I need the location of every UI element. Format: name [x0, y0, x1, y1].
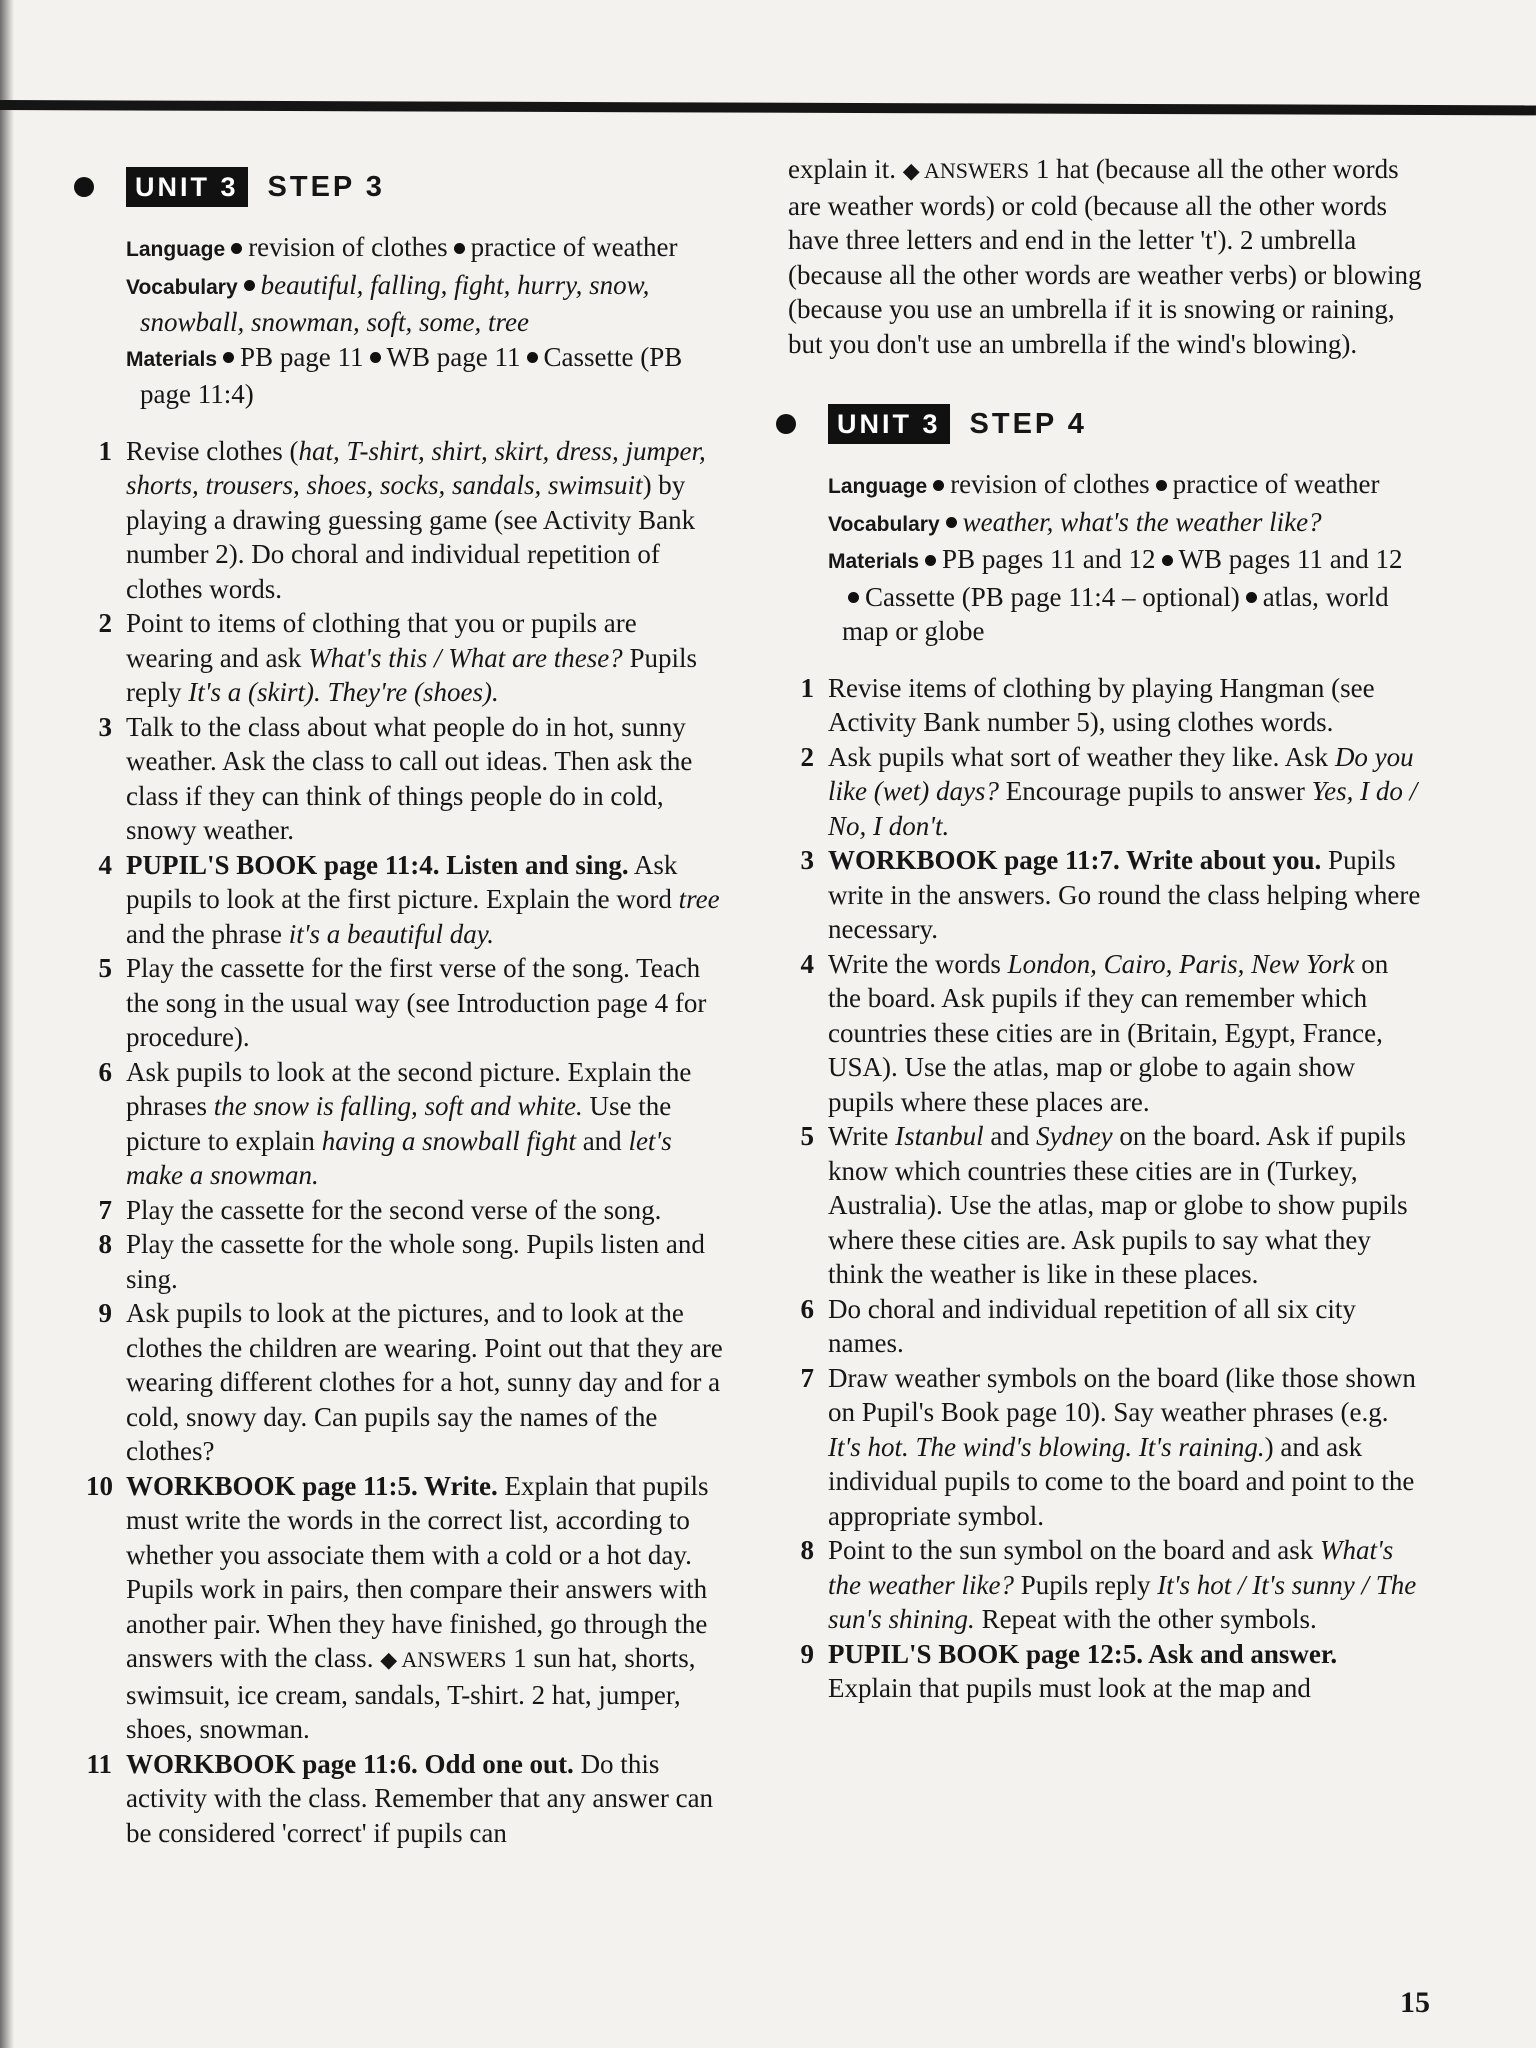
continued-paragraph	[788, 152, 1423, 361]
language-label: Language	[828, 475, 928, 498]
item-text: It's hot. The wind's blowing. It's raining.	[828, 1431, 1265, 1462]
item-heading: WORKBOOK page 11:5. Write.	[126, 1470, 498, 1501]
item-text: having a snowball fight	[321, 1125, 576, 1156]
list-item	[86, 434, 726, 607]
list-item	[86, 710, 726, 848]
item-text: it's a beautiful day.	[288, 918, 494, 949]
procedure-list	[86, 434, 726, 1851]
bullet-icon	[848, 592, 859, 603]
item-text: and	[983, 1121, 1037, 1151]
item-text: Play the cassette for the first verse of the song. Teach the song in the usual way (see Introduction page 4 for procedure).	[126, 953, 707, 1052]
item-number: 8	[98, 1229, 112, 1259]
list-item	[788, 1533, 1423, 1637]
bullet-icon	[527, 352, 538, 363]
vocabulary-label: Vocabulary	[828, 512, 940, 536]
item-text: Ask pupils to look at the first picture. Explain the word	[126, 849, 679, 914]
item-number: 6	[800, 1293, 814, 1324]
item-text: hat, T-shirt, shirt, skirt, dress, jumper, shorts, trousers, shoes, socks, sandals, swimsuit	[126, 435, 706, 500]
section-heading-step-4	[788, 399, 1423, 449]
item-text: Pupils reply	[126, 642, 697, 707]
item-number: 4	[800, 948, 814, 979]
language-label: Language	[126, 238, 226, 261]
item-text: Istanbul	[895, 1121, 984, 1151]
item-text: London, Cairo, Paris, New York	[1007, 948, 1355, 979]
item-text: Sydney	[1036, 1121, 1113, 1151]
section-heading-step-3	[86, 162, 726, 212]
bullet-icon	[1246, 592, 1257, 603]
list-item	[788, 671, 1423, 740]
item-text: Write	[828, 1121, 896, 1151]
list-item	[788, 843, 1423, 947]
item-number: 3	[98, 711, 112, 742]
item-text: What's this / What are these?	[308, 642, 623, 673]
page-number: 15	[1400, 1986, 1430, 2019]
item-text: and the phrase	[126, 918, 289, 949]
item-text: let's make a snowman.	[126, 1125, 672, 1190]
bullet-icon	[1156, 480, 1167, 491]
item-heading: WORKBOOK page 11:7. Write about you.	[828, 845, 1322, 875]
list-item	[86, 1055, 726, 1193]
materials-line	[828, 542, 1423, 649]
page-binding-edge	[0, 0, 14, 2048]
item-text: It's hot / It's sunny / The sun's shining.	[828, 1569, 1417, 1634]
item-number: 9	[98, 1298, 112, 1328]
item-text: Ask pupils to look at the pictures, and to look at the clothes the children are wearing. Point out that they are wearing different clothes for a hot, sunny day and for a cold, snowy day. Can pupils say the names of the clothes?	[126, 1298, 723, 1466]
item-number: 7	[800, 1362, 814, 1393]
vocabulary-line	[126, 268, 726, 340]
item-text: Do this activity with the class. Remember that any answer can be considered 'correct' if pupils can	[126, 1748, 714, 1848]
vocabulary-label: Vocabulary	[126, 275, 238, 299]
item-text: Do you like (wet) days?	[828, 741, 1414, 806]
list-item	[86, 1747, 726, 1851]
item-text: ) by playing a drawing guessing game (see Activity Bank number 2). Do choral and individual repetition of clothes words.	[126, 470, 696, 604]
item-number: 3	[800, 845, 814, 875]
item-number: 2	[800, 741, 814, 772]
item-number: 10	[86, 1470, 113, 1501]
lesson-meta	[126, 230, 726, 412]
step-title: STEP 3	[267, 170, 385, 203]
bullet-icon	[946, 517, 957, 528]
list-item	[788, 947, 1423, 1120]
item-number: 6	[98, 1056, 112, 1087]
language-item: practice of weather	[1172, 469, 1380, 499]
list-item	[86, 1193, 726, 1228]
language-line	[126, 230, 726, 268]
item-number: 11	[86, 1748, 112, 1779]
item-text: Use the picture to explain	[126, 1091, 672, 1156]
item-text: Do choral and individual repetition of all six city names.	[828, 1293, 1356, 1358]
unit-badge: UNIT 3	[126, 167, 248, 207]
material-item: atlas, world map or globe	[842, 581, 1389, 646]
answers-label: ◆ ANSWERS	[902, 158, 1030, 183]
item-heading: PUPIL'S BOOK page 11:4. Listen and sing.	[126, 849, 629, 880]
unit-badge: UNIT 3	[828, 404, 950, 444]
item-text: Revise items of clothing by playing Hangman (see Activity Bank number 5), using clothes words.	[828, 672, 1375, 737]
materials-label: Materials	[126, 347, 218, 371]
item-text: and	[575, 1125, 629, 1156]
bullet-icon	[244, 280, 255, 291]
item-text: Pupils write in the answers. Go round the class helping where necessary.	[828, 845, 1421, 944]
list-item	[86, 1469, 726, 1747]
material-item: WB page 11	[386, 341, 521, 372]
list-item	[788, 1292, 1423, 1361]
item-text: Point to the sun symbol on the board and ask	[828, 1535, 1320, 1565]
item-text: Point to items of clothing that you or pupils are wearing and ask	[126, 608, 637, 673]
bullet-icon	[1162, 555, 1173, 566]
list-item	[86, 1296, 726, 1469]
item-text: the snow is falling, soft and white.	[213, 1091, 583, 1121]
item-heading: PUPIL'S BOOK page 12:5. Ask and answer.	[828, 1638, 1338, 1669]
material-item: WB pages 11 and 12	[1178, 544, 1403, 574]
list-item	[86, 848, 726, 952]
heading-bullet-icon	[74, 177, 94, 197]
list-item	[86, 606, 726, 710]
item-text: Pupils reply	[1013, 1569, 1158, 1600]
vocabulary-list: beautiful, falling, fight, hurry, snow, snowball, snowman, soft, some, tree	[140, 269, 650, 337]
item-text: Revise clothes (	[126, 435, 299, 466]
answers-label: ◆ ANSWERS	[380, 1647, 507, 1672]
list-item	[788, 1119, 1423, 1292]
top-rule	[0, 100, 1536, 115]
item-text: explain it.	[788, 154, 903, 184]
item-text: on the board. Ask pupils if they can remember which countries these cities are in (Britain, Egypt, France, USA). Use the atlas, map or globe to again show pupils where these places are.	[828, 948, 1389, 1117]
material-item: Cassette (PB page 11:4)	[140, 341, 683, 409]
lesson-meta	[828, 467, 1423, 649]
item-text: Talk to the class about what people do in hot, sunny weather. Ask the class to call out ideas. Then ask the class if they can think of things people do in cold, snowy weather.	[126, 711, 693, 845]
item-number: 9	[800, 1638, 814, 1669]
material-item: PB pages 11 and 12	[942, 544, 1156, 574]
item-text: 1 hat (because all the other words are weather words) or cold (because all the other words have three letters and end in the letter 't'). 2 umbrella (because all the other words are weather verbs) or blowing (because you use an umbrella if it is snowing or raining, but you don't use an umbrella if the wind's blowing).	[788, 154, 1422, 359]
material-item: PB page 11	[240, 341, 364, 372]
item-number: 1	[800, 672, 814, 703]
bullet-icon	[231, 243, 242, 254]
bullet-icon	[933, 480, 944, 491]
bullet-icon	[925, 555, 936, 566]
language-line	[828, 467, 1423, 505]
item-heading: WORKBOOK page 11:6. Odd one out.	[126, 1748, 574, 1779]
language-item: revision of clothes	[248, 232, 448, 262]
step-title: STEP 4	[969, 407, 1087, 440]
item-text: Ask pupils to look at the second picture. Explain the phrases	[126, 1056, 692, 1121]
list-item	[788, 1637, 1423, 1706]
item-text: It's a (skirt). They're (shoes).	[188, 677, 499, 707]
materials-label: Materials	[828, 550, 920, 573]
procedure-list	[788, 671, 1423, 1706]
item-text: Write the words	[828, 948, 1008, 979]
item-text: Explain that pupils must write the words in the correct list, according to whether you associate them with a cold or a hot day. Pupils work in pairs, then compare their answers with another pair. When they have finished, go through the answers with the class.	[126, 1470, 709, 1673]
item-number: 5	[800, 1121, 814, 1151]
left-column	[86, 150, 726, 1850]
vocabulary-line	[828, 505, 1423, 543]
list-item	[788, 740, 1423, 844]
item-text: Draw weather symbols on the board (like those shown on Pupil's Book page 10). Say weather phrases (e.g.	[828, 1362, 1416, 1427]
right-column	[788, 152, 1423, 1706]
bullet-icon	[223, 352, 234, 363]
item-text: on the board. Ask if pupils know which countries these cities are in (Turkey, Australia). Use the atlas, map or globe to show pupils where these cities are. Ask pupils to say what they think the weather is like in these places.	[828, 1121, 1408, 1289]
item-text: Repeat with the other symbols.	[974, 1604, 1317, 1634]
language-item: practice of weather	[470, 232, 678, 262]
item-number: 7	[98, 1194, 112, 1225]
item-text: What's the weather like?	[828, 1535, 1394, 1600]
bullet-icon	[370, 352, 381, 363]
item-text: Ask pupils what sort of weather they like. Ask	[828, 741, 1335, 772]
item-number: 1	[98, 435, 112, 466]
continued-text	[788, 152, 1423, 361]
item-text: 1 sun hat, shorts, swimsuit, ice cream, sandals, T-shirt. 2 hat, jumper, shoes, snowman.	[126, 1643, 696, 1744]
item-number: 8	[800, 1535, 814, 1565]
item-text: ) and ask individual pupils to come to the board and point to the appropriate symbol.	[828, 1431, 1415, 1531]
list-item	[788, 1361, 1423, 1534]
item-number: 2	[98, 608, 112, 638]
item-text: Explain that pupils must look at the map and	[828, 1673, 1311, 1703]
item-text: tree	[678, 884, 720, 914]
item-number: 5	[98, 953, 112, 983]
item-number: 4	[98, 849, 112, 880]
item-text: Play the cassette for the second verse of the song.	[126, 1194, 662, 1225]
list-item	[86, 951, 726, 1055]
vocabulary-list: weather, what's the weather like?	[962, 506, 1322, 537]
heading-bullet-icon	[776, 414, 796, 434]
language-item: revision of clothes	[950, 469, 1150, 499]
item-text: Encourage pupils to answer	[998, 776, 1312, 806]
bullet-icon	[454, 243, 465, 254]
list-item	[86, 1227, 726, 1296]
item-text: Play the cassette for the whole song. Pupils listen and sing.	[126, 1229, 705, 1294]
item-text: Yes, I do / No, I don't.	[828, 776, 1418, 841]
material-item: Cassette (PB page 11:4 – optional)	[865, 581, 1240, 612]
materials-line	[126, 340, 726, 412]
